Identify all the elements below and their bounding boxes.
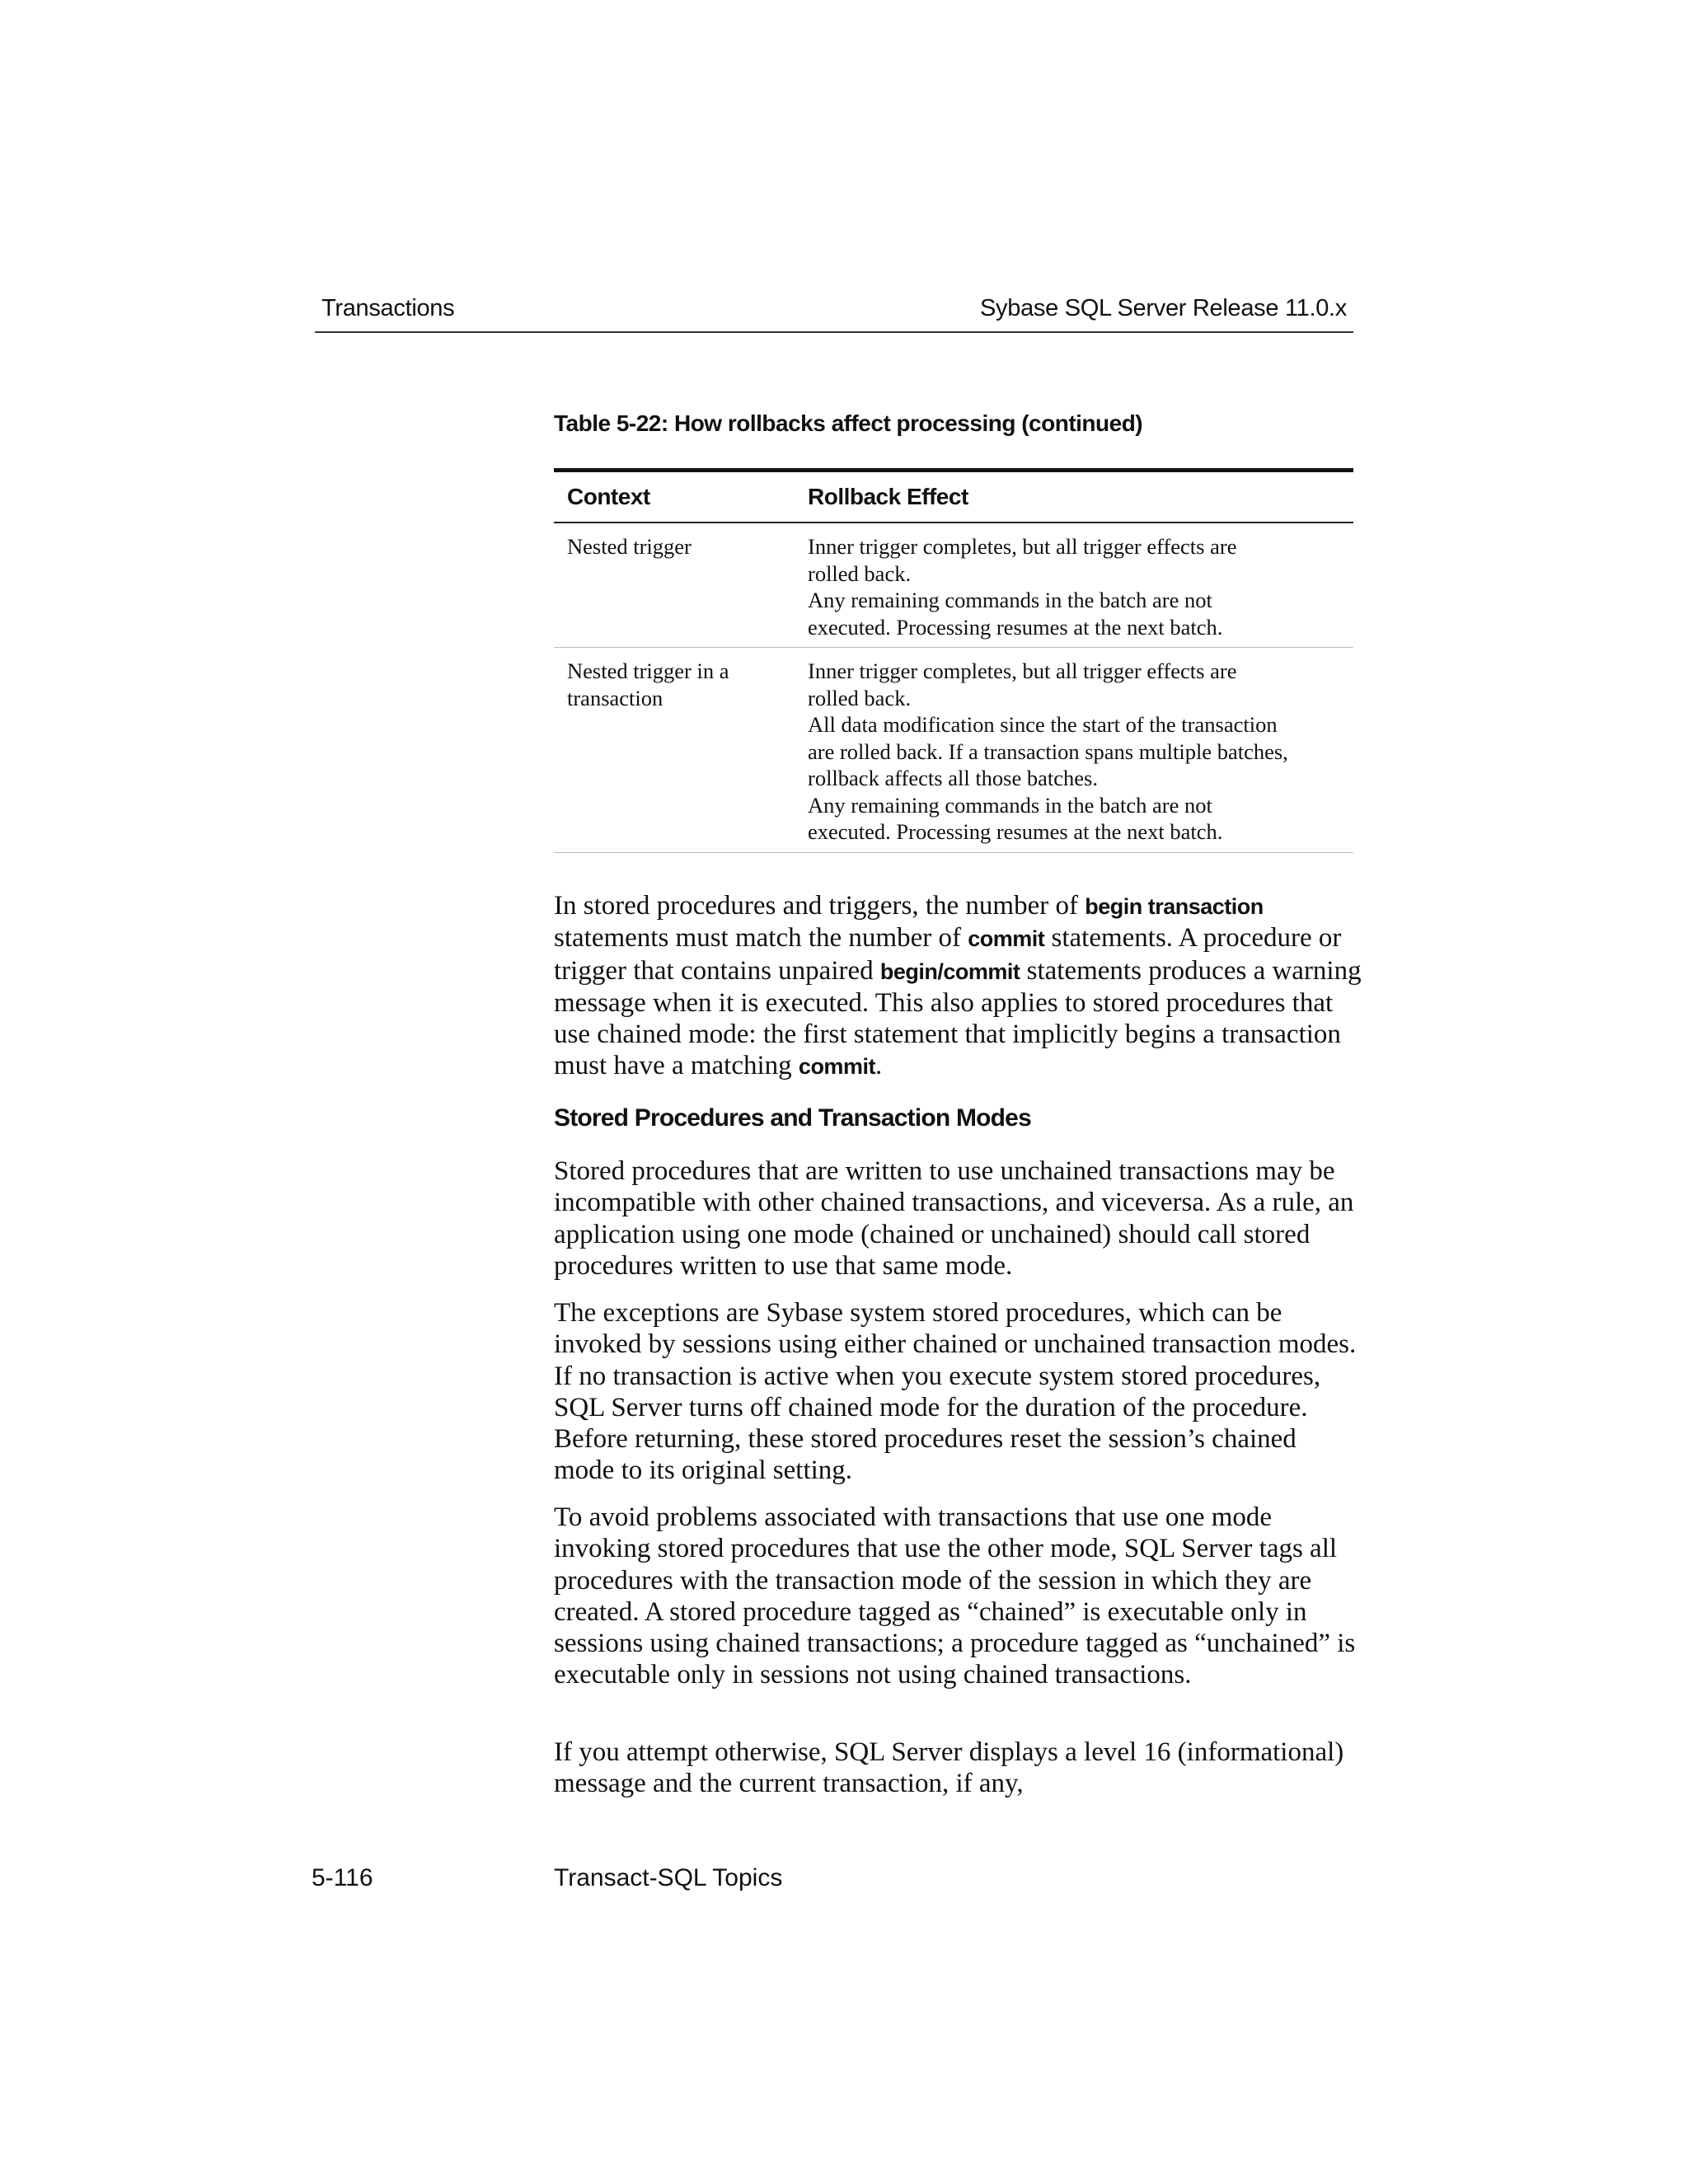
table-row (554, 648, 1353, 853)
paragraph-system-procedures: The exceptions are Sybase system stored procedures, which can be invoked by sessions using either chained or unchained transaction modes. If no transaction is active when you execute system stored procedures, SQL Server turns off chained mode for the duration of the procedure. Before returning, these stored procedures reset the session’s chained mode to its original setting. (554, 1298, 1357, 1486)
effect-line: rolled back. (808, 685, 912, 710)
column-header-rollback-effect: Rollback Effect (795, 471, 1353, 523)
header-product-release: Sybase SQL Server Release 11.0.x (980, 295, 1347, 321)
section-heading: Stored Procedures and Transaction Modes (554, 1104, 1031, 1132)
effect-line: rollback affects all those batches. (808, 766, 1098, 790)
table-caption: Table 5-22: How rollbacks affect processing (continued) (554, 410, 1143, 436)
footer-chapter-title: Transact-SQL Topics (554, 1864, 783, 1891)
table-cell-context: Nested trigger (554, 523, 795, 648)
keyword-commit: commit (968, 926, 1045, 952)
paragraph-level-16-message: If you attempt otherwise, SQL Server displays a level 16 (informational) message and the current transaction, if any, (554, 1737, 1344, 1799)
paragraph-begin-commit-matching (554, 890, 1362, 1083)
table-header-row (554, 471, 1353, 523)
running-header (315, 288, 1353, 333)
table-cell-context (554, 648, 795, 853)
table-cell-effect (795, 523, 1353, 648)
effect-line: All data modification since the start of the transaction (808, 712, 1278, 737)
effect-line: Inner trigger completes, but all trigger effects are (808, 534, 1237, 559)
keyword-begin-commit: begin/commit (879, 958, 1020, 984)
context-line: transaction (567, 685, 663, 710)
header-section-title: Transactions (321, 295, 455, 321)
effect-line: executed. Processing resumes at the next batch. (808, 614, 1223, 640)
effect-line: Inner trigger completes, but all trigger effects are (808, 658, 1237, 683)
table-cell-effect (795, 648, 1353, 853)
paragraph-text: statements. A procedure or trigger that contains unpaired (554, 923, 1342, 986)
context-line: Nested trigger in a (567, 658, 729, 683)
paragraph-text: statements must match the number of (554, 923, 968, 954)
table-row (554, 523, 1353, 648)
effect-line: executed. Processing resumes at the next batch. (808, 819, 1223, 844)
effect-line: Any remaining commands in the batch are not (808, 588, 1212, 612)
paragraph-text: In stored procedures and triggers, the number of (554, 891, 1085, 921)
paragraph-procedure-tagging: To avoid problems associated with transactions that use one mode invoking stored procedures that use the other mode, SQL Server tags all procedures with the transaction mode of the session in which they are created. A stored procedure tagged as “chained” is executable only in sessions using chained transactions; a procedure tagged as “unchained” is executable only in sessions not using chained transactions. (554, 1502, 1356, 1690)
effect-line: are rolled back. If a transaction spans multiple batches, (808, 738, 1288, 764)
paragraph-text: statements produces a warning message when it is executed. This also applies to stored procedures that use chained mode: the first statement that implicitly begins a transaction must have a matching (554, 955, 1362, 1081)
keyword-begin-transaction: begin transaction (1085, 894, 1264, 919)
page-number: 5-116 (312, 1864, 373, 1891)
keyword-commit: commit (798, 1054, 875, 1080)
effect-line: Any remaining commands in the batch are not (808, 792, 1212, 818)
paragraph-text: . (874, 1051, 883, 1081)
column-header-context: Context (554, 471, 795, 523)
rollback-effects-table (554, 468, 1353, 853)
paragraph-mode-compatibility: Stored procedures that are written to use unchained transactions may be incompatible with other chained transactions, and viceversa. As a rule, an application using one mode (chained or unchained) should call stored procedures written to use that same mode. (554, 1156, 1354, 1281)
effect-line: rolled back. (808, 560, 912, 586)
